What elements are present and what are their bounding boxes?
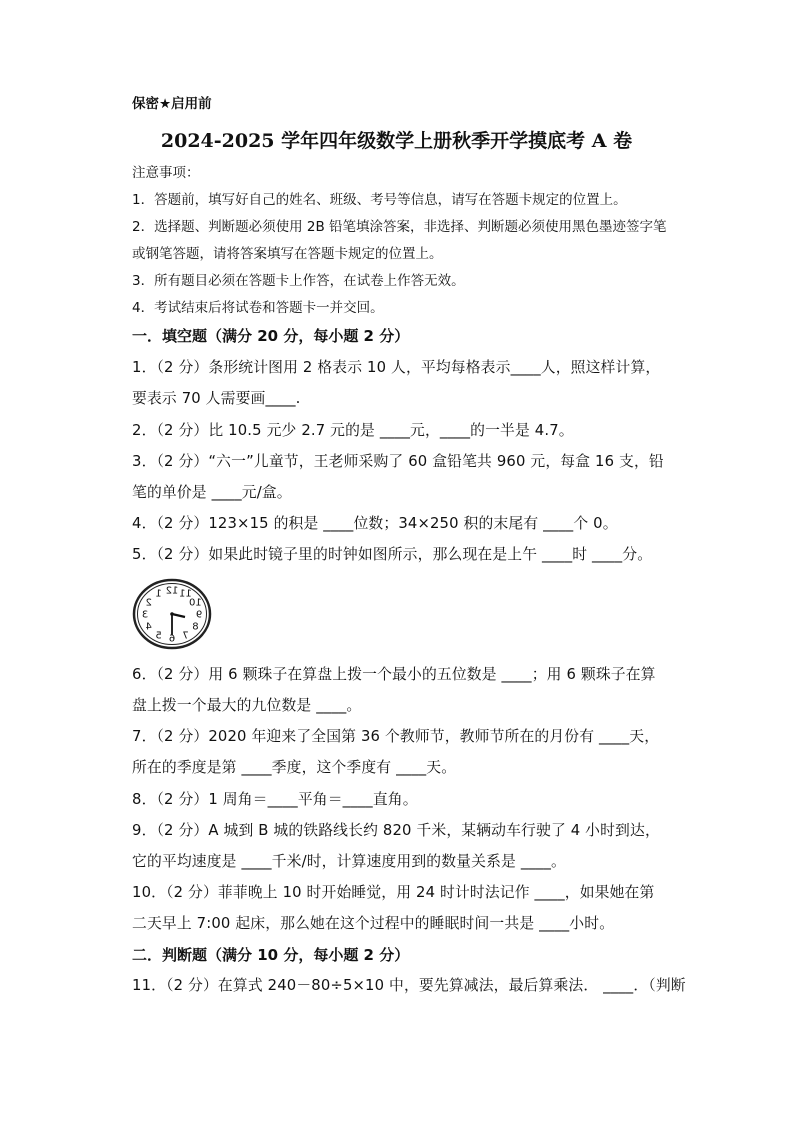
clock-numeral-7: 7 — [182, 630, 189, 642]
question-5: 5．（2 分）如果此时镜子里的时钟如图所示，那么现在是上午 ____时 ____分。 — [132, 546, 653, 563]
clock-numeral-9: 9 — [195, 609, 203, 621]
notice-line-4: 3．所有题目必须在答题卡上作答，在试卷上作答无效。 — [132, 273, 465, 289]
question-7-line-2: 所在的季度是第 ____季度，这个季度有 ____天。 — [132, 759, 457, 776]
question-9-line-2: 它的平均速度是 ____千米/时，计算速度用到的数量关系是 ____。 — [132, 853, 566, 870]
question-7-line-1: 7．（2 分）2020 年迎来了全国第 36 个教师节，教师节所在的月份有 ____天， — [132, 728, 660, 745]
clock-center — [170, 612, 174, 616]
clock-numeral-8: 8 — [192, 621, 199, 633]
question-6-line-2: 盘上拨一个最大的九位数是 ____。 — [132, 697, 362, 714]
notice-line-1: 1．答题前，填写好自己的姓名、班级、考号等信息，请写在答题卡规定的位置上。 — [132, 192, 627, 208]
clock-numeral-11: 11 — [179, 588, 192, 600]
clock-numeral-3: 3 — [141, 609, 149, 621]
question-3-line-2: 笔的单价是 ____元/盒。 — [132, 484, 292, 501]
clock-numeral-6: 6 — [168, 633, 176, 645]
confidential-label: 保密★启用前 — [132, 96, 212, 112]
question-11: 11．（2 分）在算式 240－80÷5×10 中，要先算减法，最后算乘法． ____．（判断 — [132, 977, 686, 994]
section-true-false: 二．判断题（满分 10 分，每小题 2 分） — [132, 946, 410, 964]
question-9-line-1: 9．（2 分）A 城到 B 城的铁路线长约 820 千米，某辆动车行驶了 4 小时到达， — [132, 822, 660, 839]
question-6-line-1: 6．（2 分）用 6 颗珠子在算盘上拨一个最小的五位数是 ____；用 6 颗珠子在算 — [132, 666, 656, 683]
question-10-line-1: 10．（2 分）菲菲晚上 10 时开始睡觉，用 24 时计时法记作 ____，如果她在第 — [132, 884, 655, 901]
clock-numeral-5: 5 — [155, 630, 162, 642]
clock-numeral-4: 4 — [145, 621, 152, 633]
question-1-line-1: 1．（2 分）条形统计图用 2 格表示 10 人，平均每格表示____人，照这样计算， — [132, 359, 661, 376]
notice-line-5: 4．考试结束后将试卷和答题卡一并交回。 — [132, 300, 384, 316]
question-8: 8．（2 分）1 周角＝____平角＝____直角。 — [132, 791, 418, 808]
clock-numeral-1: 1 — [155, 588, 162, 600]
notice-heading: 注意事项： — [132, 165, 200, 181]
notice-line-3: 或钢笔答题，请将答案填写在答题卡规定的位置上。 — [132, 246, 443, 262]
clock-numeral-10: 10 — [189, 597, 202, 609]
question-4: 4．（2 分）123×15 的积是 ____位数；34×250 积的末尾有 ____个 0。 — [132, 515, 618, 532]
question-10-line-2: 二天早上 7:00 起床，那么她在这个过程中的睡眠时间一共是 ____小时。 — [132, 915, 615, 932]
question-3-line-1: 3．（2 分）“六一”儿童节，王老师采购了 60 盒铅笔共 960 元，每盒 16 支，铅 — [132, 453, 664, 470]
clock-hour-hand — [172, 614, 185, 617]
mirrored-clock-image — [132, 578, 212, 650]
question-2: 2．（2 分）比 10.5 元少 2.7 元的是 ____元，____的一半是 4.7。 — [132, 422, 574, 439]
clock-numeral-2: 2 — [145, 597, 152, 609]
question-1-line-2: 要表示 70 人需要画____. — [132, 390, 301, 407]
clock-numeral-12: 12 — [165, 585, 179, 597]
exam-title: 2024-2025 学年四年级数学上册秋季开学摸底考 A 卷 — [160, 130, 633, 152]
notice-line-2: 2．选择题、判断题必须使用 2B 铅笔填涂答案，非选择、判断题必须使用黑色墨迹签字笔 — [132, 219, 667, 235]
section-fill-blank: 一．填空题（满分 20 分，每小题 2 分） — [132, 327, 410, 345]
